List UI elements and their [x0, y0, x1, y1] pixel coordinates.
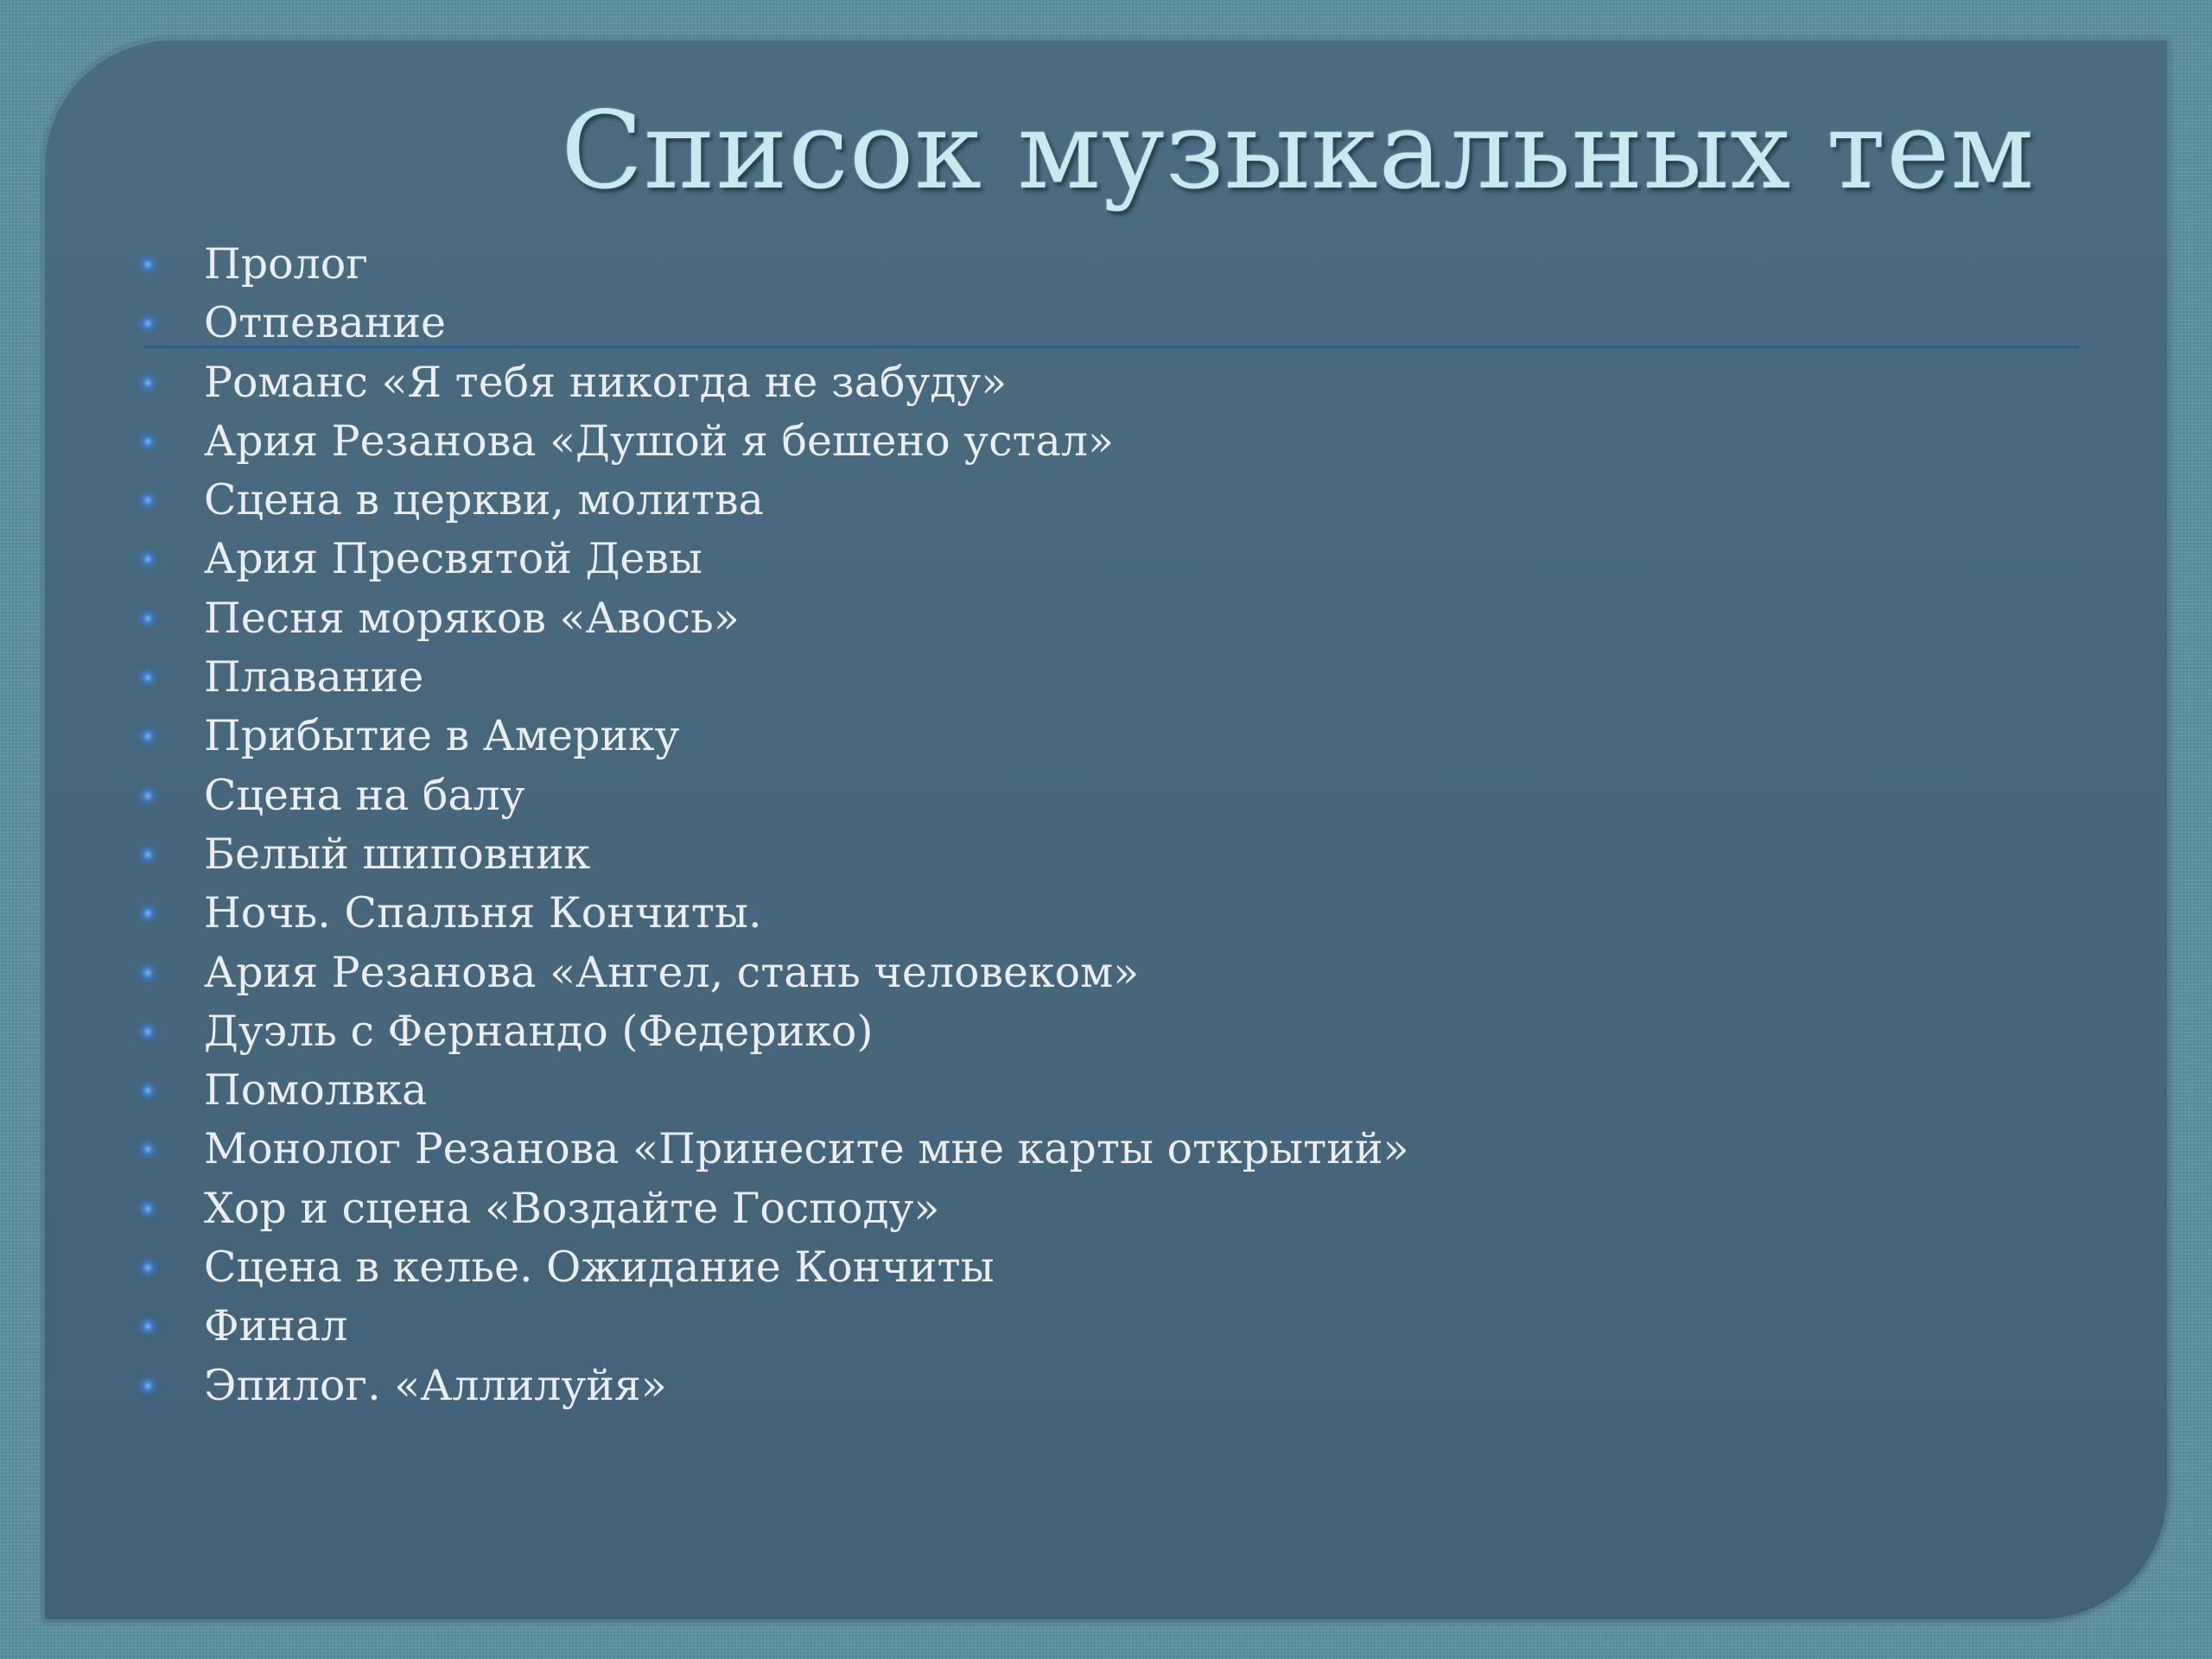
list-item [128, 235, 1409, 294]
list-item [128, 412, 1409, 471]
bullet-icon [141, 1142, 155, 1156]
list-item-label: Финал [204, 1301, 348, 1351]
bullet-icon [141, 316, 155, 330]
list-item [128, 1120, 1409, 1179]
list-item-label: Сцена в келье. Ожидание Кончиты [204, 1243, 995, 1293]
list-item-label: Эпилог. «Аллилуйя» [204, 1360, 667, 1410]
bullet-icon [141, 789, 155, 803]
bullet-icon [141, 1261, 155, 1274]
bullet-icon [141, 966, 155, 980]
list-item-label: Ария Пресвятой Девы [204, 534, 702, 584]
list-item [128, 1238, 1409, 1297]
bullet-icon [141, 848, 155, 861]
bullet-icon [141, 257, 155, 271]
list-item-label: Хор и сцена «Воздайте Господу» [204, 1183, 940, 1233]
list-item [128, 1297, 1409, 1356]
list-item-label: Ария Резанова «Ангел, стань человеком» [204, 947, 1140, 997]
list-item [128, 707, 1409, 766]
list-item [128, 1002, 1409, 1061]
bullet-icon [141, 612, 155, 626]
list-item [128, 648, 1409, 707]
bullet-icon [141, 906, 155, 920]
list-item [128, 471, 1409, 530]
list-item-label: Песня моряков «Авось» [204, 593, 740, 643]
bullet-icon [141, 493, 155, 507]
bullet-icon [141, 1319, 155, 1333]
list-item-label: Отпевание [204, 298, 447, 348]
list-item [128, 766, 1409, 825]
list-item-label: Романс «Я тебя никогда не забуду» [204, 357, 1007, 407]
list-item [128, 589, 1409, 648]
list-item [128, 1061, 1409, 1120]
list-item [128, 353, 1409, 412]
bullet-icon [141, 1379, 155, 1393]
list-item [128, 944, 1409, 1002]
bullet-icon [141, 376, 155, 390]
music-topic-list [128, 235, 1409, 1415]
list-item [128, 884, 1409, 943]
list-item-label: Прибытие в Америку [204, 711, 680, 761]
list-item-label: Помолвка [204, 1065, 428, 1116]
list-item-label: Пролог [204, 239, 368, 289]
list-item [128, 530, 1409, 588]
bullet-icon [141, 671, 155, 684]
slide-title: Список музыкальных тем [561, 89, 2035, 213]
list-item-label: Сцена на балу [204, 770, 525, 820]
list-item-label: Сцена в церкви, молитва [204, 475, 764, 525]
list-item-label: Плавание [204, 652, 424, 702]
bullet-icon [141, 1202, 155, 1216]
list-item-label: Ночь. Спальня Кончиты. [204, 888, 762, 938]
list-item-label: Ария Резанова «Душой я бешено устал» [204, 416, 1114, 466]
list-item [128, 1179, 1409, 1238]
list-item [128, 294, 1409, 353]
list-item-label: Монолог Резанова «Принесите мне карты открытий» [204, 1124, 1409, 1174]
list-item [128, 1357, 1409, 1415]
list-item [128, 825, 1409, 884]
bullet-icon [141, 1084, 155, 1097]
bullet-icon [141, 552, 155, 566]
bullet-icon [141, 1025, 155, 1039]
bullet-icon [141, 729, 155, 743]
list-item-label: Белый шиповник [204, 829, 591, 879]
bullet-icon [141, 435, 155, 448]
list-item-label: Дуэль с Фернандо (Федерико) [204, 1006, 874, 1056]
